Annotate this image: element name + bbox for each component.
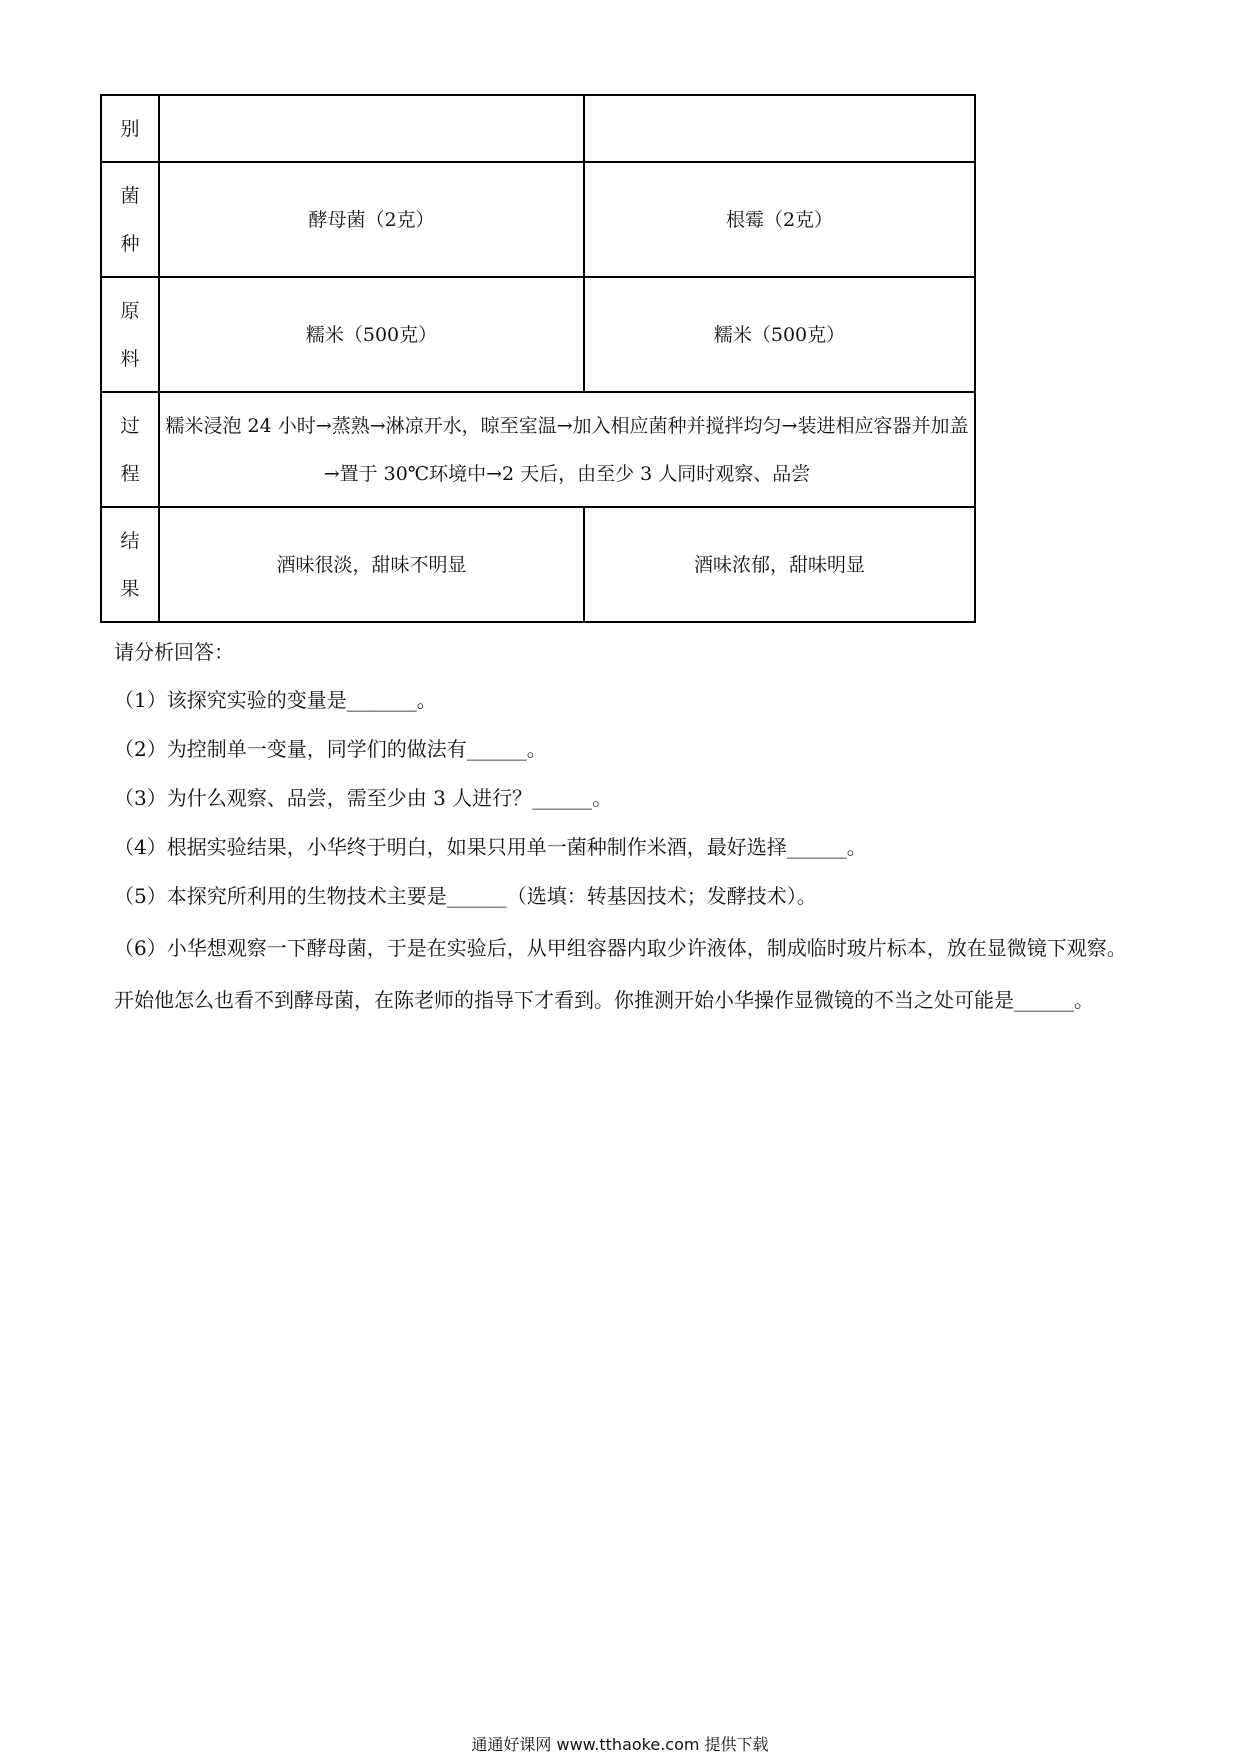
cell-group-a xyxy=(159,95,584,162)
question-6: （6）小华想观察一下酵母菌，于是在实验后，从甲组容器内取少许液体，制成临时玻片标本，放在显微镜下观察。开始他怎么也看不到酵母菌，在陈老师的指导下才看到。你推测开始小华操作显微镜的不当之处可能是______。 xyxy=(114,936,1127,1012)
table-row-result xyxy=(101,507,975,622)
row-header: 原 料 xyxy=(101,277,159,392)
intro-text: 请分析回答： xyxy=(114,640,234,664)
row-header: 菌 种 xyxy=(101,162,159,277)
table-row-group xyxy=(101,95,975,162)
cell-result-b: 酒味浓郁，甜味明显 xyxy=(584,507,975,622)
cell-group-b xyxy=(584,95,975,162)
question-4: （4）根据实验结果，小华终于明白，如果只用单一菌种制作米酒，最好选择______。 xyxy=(114,835,867,859)
cell-material-a: 糯米（500克） xyxy=(159,277,584,392)
experiment-table xyxy=(100,94,976,623)
cell-result-a: 酒味很淡，甜味不明显 xyxy=(159,507,584,622)
row-header: 过 程 xyxy=(101,392,159,507)
cell-process: 糯米浸泡 24 小时→蒸熟→淋凉开水，晾至室温→加入相应菌种并搅拌均匀→装进相应容器并加盖→置于 30℃环境中→2 天后，由至少 3 人同时观察、品尝 xyxy=(159,392,975,507)
question-5: （5）本探究所利用的生物技术主要是______（选填：转基因技术；发酵技术）。 xyxy=(114,884,817,908)
table-row-strain xyxy=(101,162,975,277)
cell-strain-b: 根霉（2克） xyxy=(584,162,975,277)
page-footer: 通通好课网 www.tthaoke.com 提供下载 xyxy=(471,1735,769,1754)
cell-material-b: 糯米（500克） xyxy=(584,277,975,392)
question-3: （3）为什么观察、品尝，需至少由 3 人进行？______。 xyxy=(114,786,613,810)
question-2: （2）为控制单一变量，同学们的做法有______。 xyxy=(114,737,547,761)
cell-strain-a: 酵母菌（2克） xyxy=(159,162,584,277)
row-header: 别 xyxy=(101,95,159,162)
table-row-process xyxy=(101,392,975,507)
question-1: （1）该探究实验的变量是_______。 xyxy=(114,688,437,712)
row-header: 结 果 xyxy=(101,507,159,622)
table-row-material xyxy=(101,277,975,392)
